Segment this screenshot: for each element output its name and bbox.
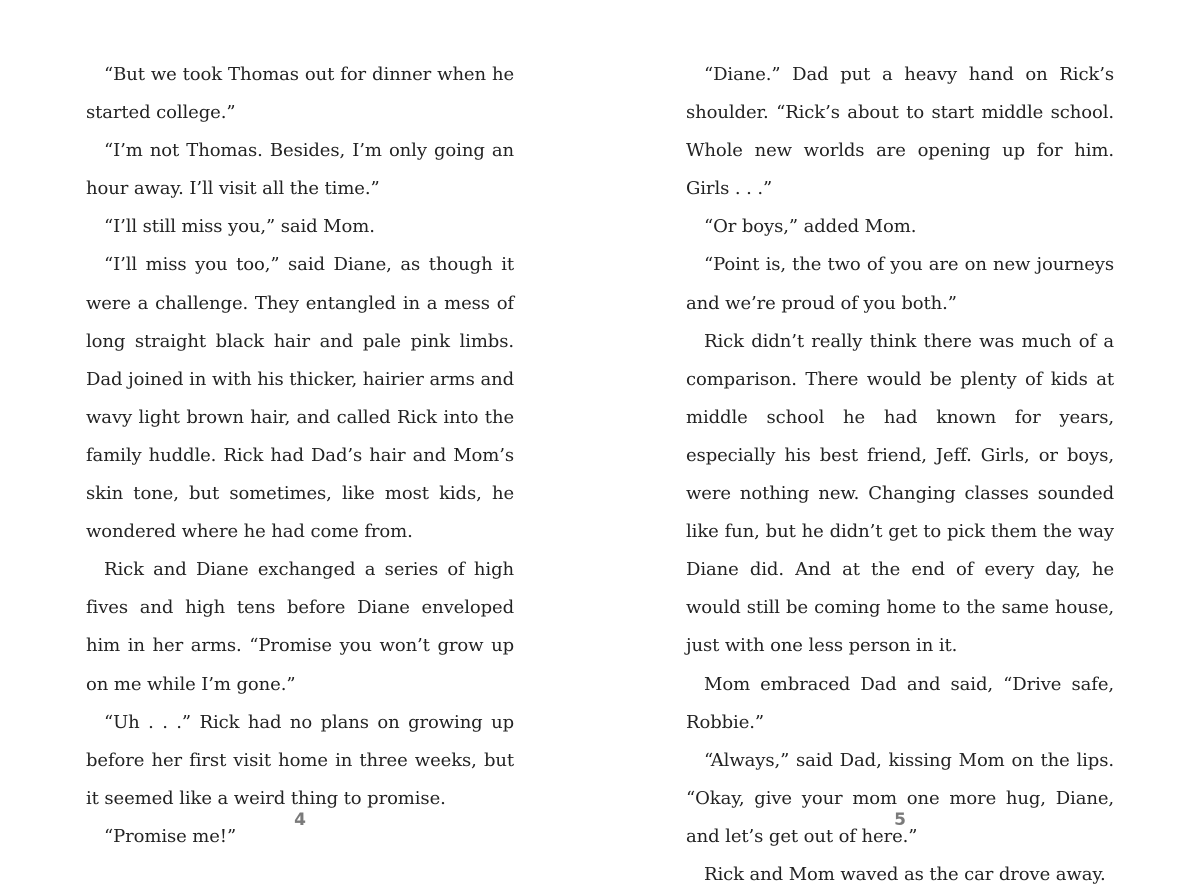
paragraph: “Always,” said Dad, kissing Mom on the lips. “Okay, give your mom one more hug, Diane, and let’s get out of here.” (686, 749, 1114, 847)
paragraph: “Or boys,” added Mom. (704, 216, 917, 238)
left-page (86, 56, 514, 856)
paragraph: Rick and Mom waved as the car drove away. (704, 863, 1106, 885)
paragraph: “I’m not Thomas. Besides, I’m only going an hour away. I’ll visit all the time.” (86, 140, 514, 200)
paragraph: Rick and Diane exchanged a series of high fives and high tens before Diane enveloped him in her arms. “Promise you won’t grow up on me while I’m gone.” (86, 559, 514, 695)
paragraph: “I’ll miss you too,” said Diane, as though it were a challenge. They entangled in a mess of long straight black hair and pale pink limbs. Dad joined in with his thicker, hairier arms and wavy light brown hair, and called Rick into the family huddle. Rick had Dad’s hair and Mom’s skin tone, but sometimes, like most kids, he wondered where he had come from. (86, 254, 514, 543)
page-number-right: 5 (894, 810, 906, 830)
paragraph: “But we took Thomas out for dinner when he started college.” (86, 64, 514, 124)
paragraph: Mom embraced Dad and said, “Drive safe, Robbie.” (686, 673, 1114, 733)
paragraph: “Diane.” Dad put a heavy hand on Rick’s shoulder. “Rick’s about to start middle school. Whole new worlds are opening up for him. Girls . . .” (686, 64, 1114, 200)
paragraph: “I’ll still miss you,” said Mom. (104, 216, 375, 238)
paragraph: “Promise me!” (104, 825, 237, 847)
paragraph: “Uh . . .” Rick had no plans on growing up before her first visit home in three weeks, but it seemed like a weird thing to promise. (86, 711, 514, 809)
paragraph: “Point is, the two of you are on new journeys and we’re proud of you both.” (686, 254, 1114, 314)
paragraph: Rick didn’t really think there was much of a comparison. There would be plenty of kids at middle school he had known for years, especially his best friend, Jeff. Girls, or boys, were nothing new. Changing classes sounded like fun, but he didn’t get to pick them the way Diane did. And at the end of every day, he would still be coming home to the same house, just with one less person in it. (686, 330, 1114, 657)
right-page (686, 56, 1114, 894)
page-number-left: 4 (294, 810, 306, 830)
